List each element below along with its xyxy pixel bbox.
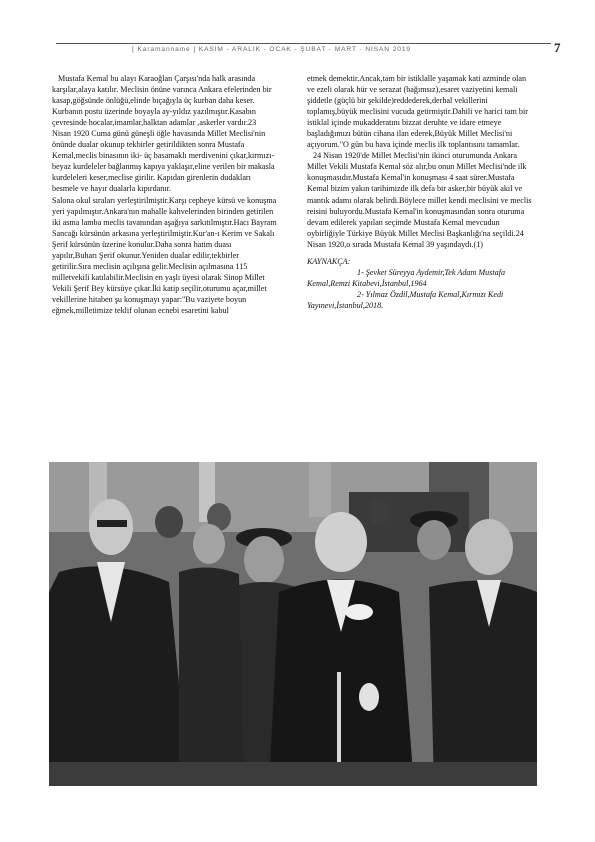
source-item: 2- Yılmaz Özdil,Mustafa Kemal,Kırmızı Kedi Yayınevi,İstanbul,2018. (307, 289, 504, 310)
paragraph: Mustafa Kemal bu alayı Karaoğlan Çarşısı'nda halk arasında karşılar,alaya katılır. Meclisin önüne varınca Ankara efelerinden bir kasap,göğsünde önlüğü,elinde bıçağıyla üç kurban daha keser. Kurbanın postu üzerinde boyayla ay-yıldız yazılmıştır.Kasabın çevresinde hocalar,imamlar,halktan adamlar ,askerler vardır.23 Nisan 1920 Cuma günü güneşli öğle havasında Millet Meclisi'nin önünde dualar okunup tekbirler getirildikten sonra Mustafa Kemal,meclis binasının iki- üç basamaklı merdivenini çıkar,kırmızı-beyaz kurdeleler bağlanmış kapıya yaklaşır,eline verilen bir makasla kurdeleleri keser,meclise girilir. Kapıdan girenlerin dudakları besmele ve hayır dualarla kıpırdanır. (52, 74, 275, 194)
paragraph: Salona okul sıraları yerleştirilmiştir.Karşı cepheye kürsü ve konuşma yeri yapılmıştır.Ankara'nın mahalle kahvelerinden birinden getirilen iki asma lamba meclis tavanından aşağıya sarkıtılmıştır.Hacı Bayram Sancağı kürsünün arkasına yerleştirilmiştir.Kur'an-ı Kerim ve Sakalı Şerif kürsünün üzerine konulur.Daha sonra hatim duası yapılır,Buharı Şerif okunur.Yeniden dualar edilir,tekbirler getirilir.Sıra meclisin açılışına gelir.Meclisin açılmasına 115 milletvekili katılabilir.Meclisin en yaşlı üyesi olarak Sinop Millet Vekili Şerif Bey kürsüye çıkar.İki katip seçilir,oturumu açar,millet vekillerine hitaben şu konuşmayı yapar:"Bu vaziyete boyun eğmek,milletimize teklif olunan ecnebi esaretini kabul (52, 195, 277, 315)
paragraph: etmek demektir.Ancak,tam bir istiklalle yaşamak kati azminde olan ve ezeli olarak hür ve serazat (bağımsız),esaret vaziyetini kemali şiddetle (güçlü bir şekilde)reddederek,derhal vekillerini toplamış,büyük meclisini vucuda getirmiştir.Dahili ve harici tam bir istiklal içinde mukadderatını bizzat deruhte ve idare etmeye başladığımızı bütün cihana ilan ederek,Büyük Millet Meclisi'ni açıyorum."O gün bu hava içinde meclis ilk toplantısını tamamlar. (307, 74, 528, 150)
historical-photo (49, 462, 537, 786)
left-column (52, 73, 277, 316)
source-item: 1- Şevket Süreyya Aydemir,Tek Adam Mustafa Kemal,Remzi Kitabevi,İstanbul,1964 (307, 267, 506, 288)
running-header: [ Karamanname ] KASIM - ARALIK - OCAK - ŞUBAT - MART - NİSAN 2019 (132, 46, 411, 53)
paragraph: 24 Nisan 1920'de Millet Meclisi'nin ikinci oturumunda Ankara Millet Vekili Mustafa Kemal söz alır,bu onun Millet Meclisi'nde ilk konuşmasıdır.Mustafa Kemal'in konuşması 4 saat sürer.Mustafa Kemal bizim yakın tarihimizde ilk defa bir asker,bir büyük akıl ve mantık adamı olarak belirdi.Böylece millet kendi meclisini ve meclis reisini buluyordu.Mustafa Kemal'in konuşmasından sonra oturuma devam edilerek yapılan seçimde Mustafa Kemal mevcudun oybirliğiyle Türkiye Büyük Millet Meclisi Başkanlığı'na seçildi.24 Nisan 1920,o sırada Mustafa Kemal 39 yaşındaydı.(1) (307, 151, 532, 249)
sources-title: KAYNAKÇA: (307, 256, 351, 266)
header-rule (56, 43, 551, 44)
right-column (307, 73, 532, 311)
page-number: 7 (554, 40, 561, 55)
